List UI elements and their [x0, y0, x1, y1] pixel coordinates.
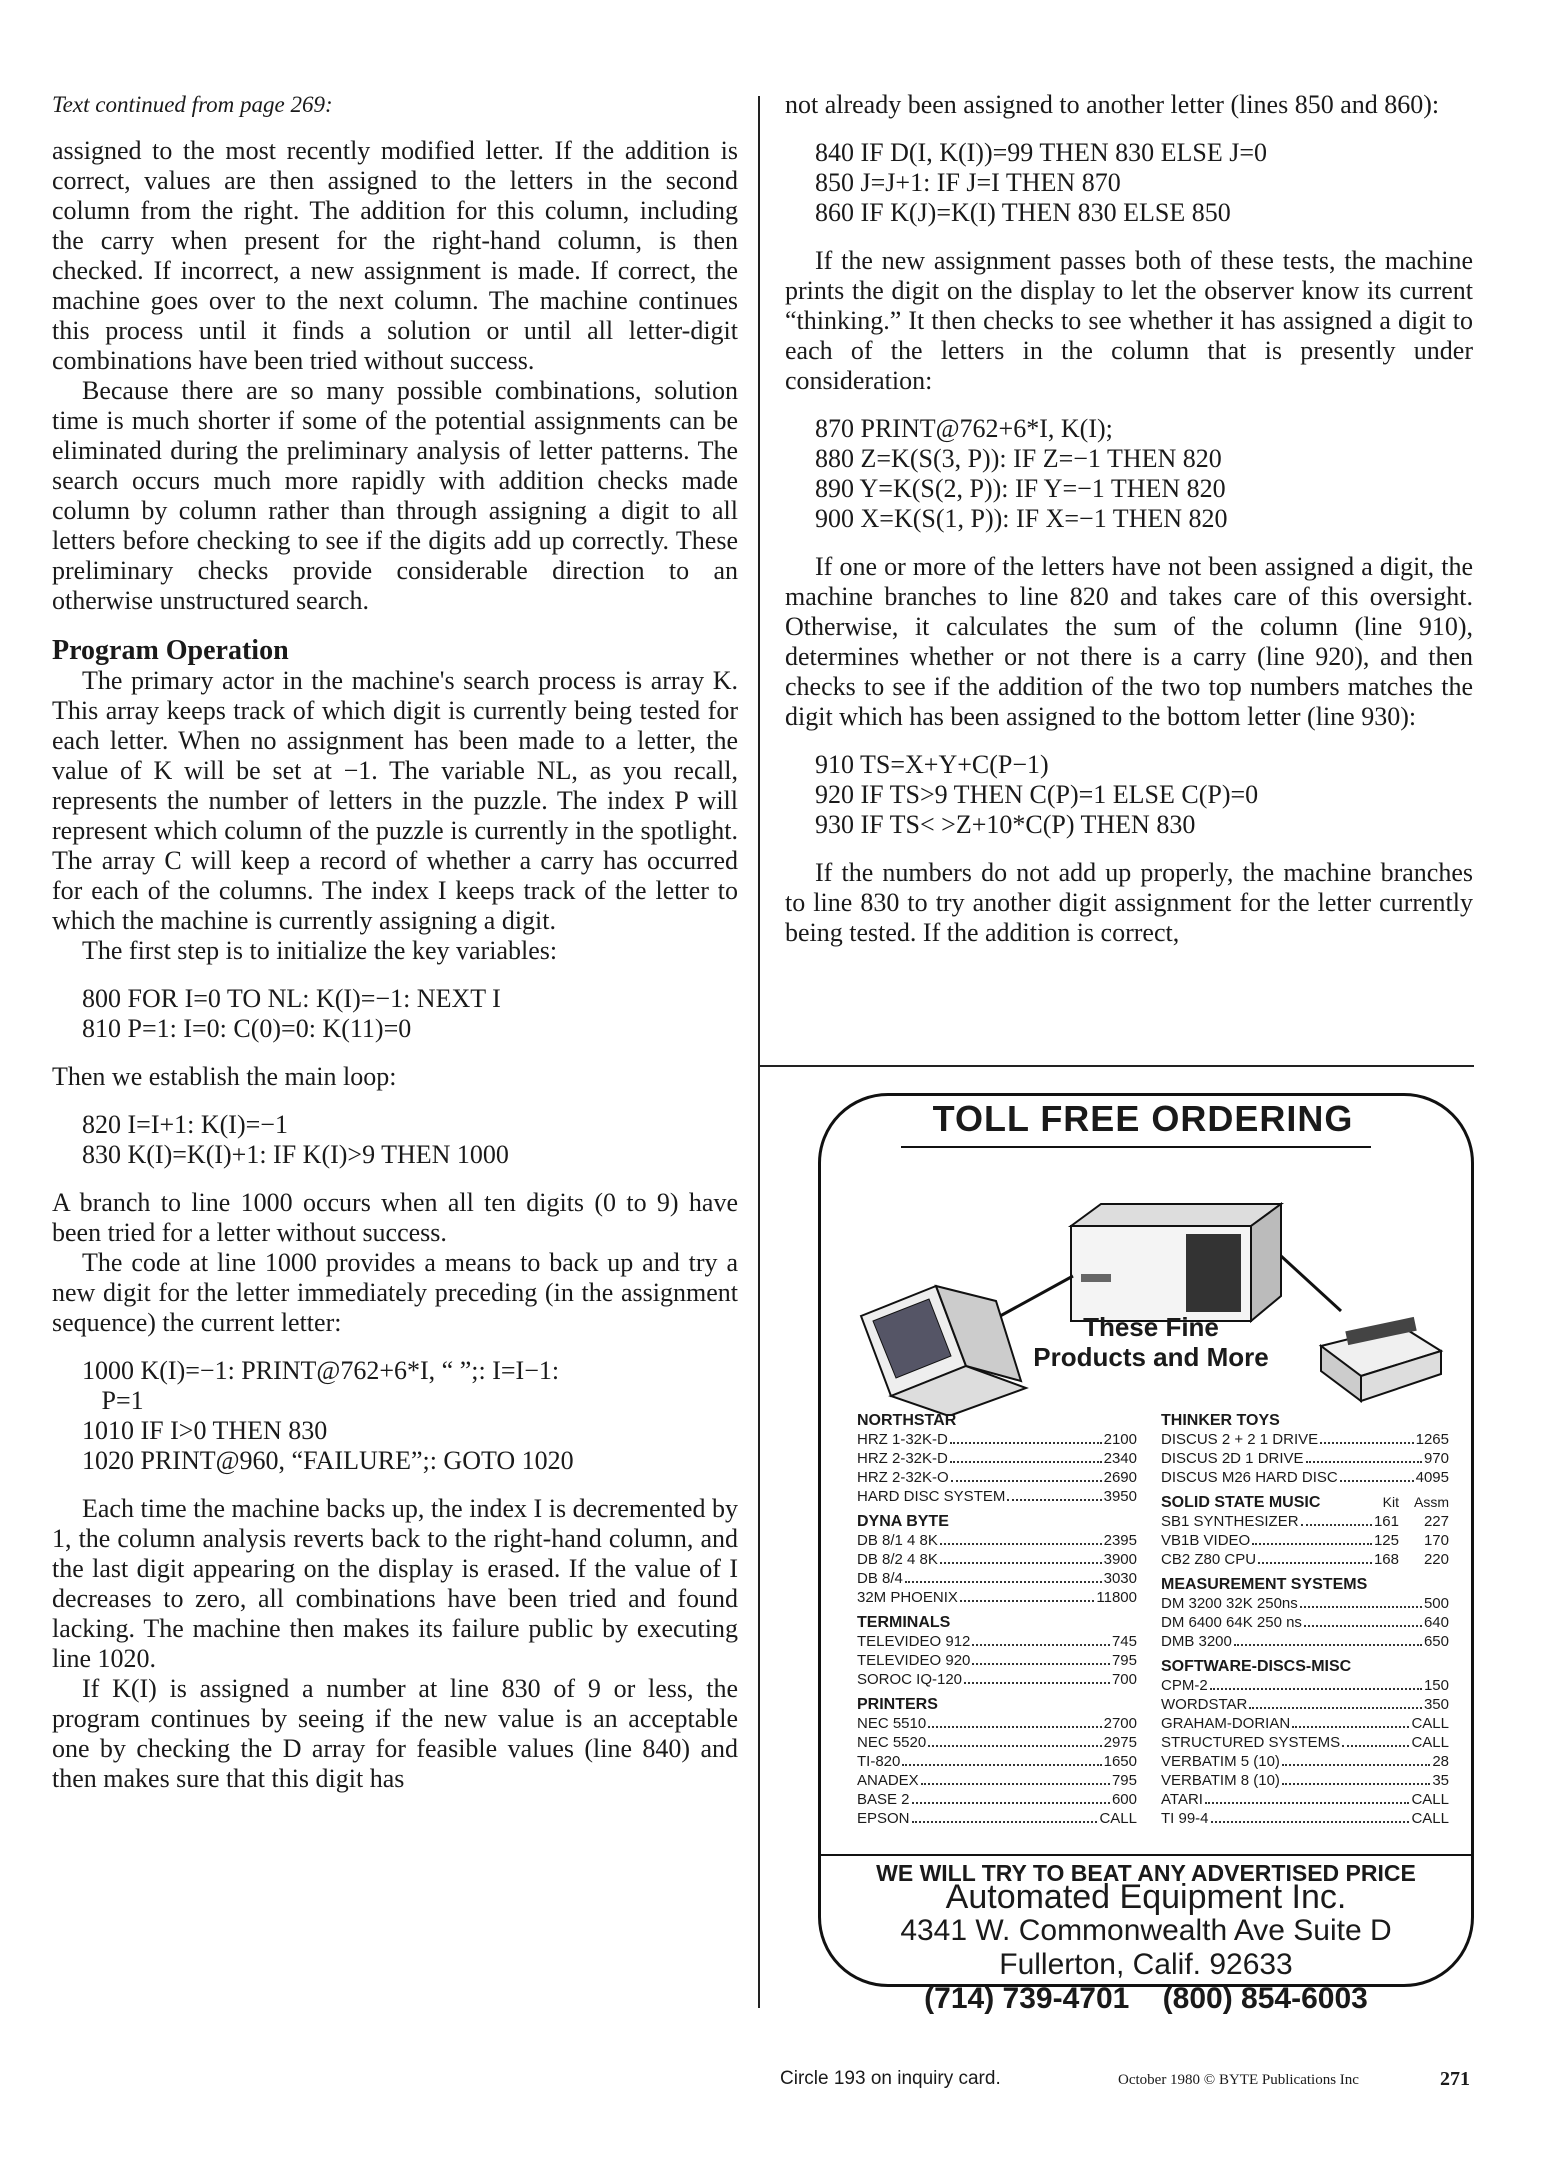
price-row	[857, 1487, 1137, 1506]
code-line: 820 I=I+1: K(I)=−1	[82, 1110, 288, 1139]
price-row	[1161, 1733, 1449, 1752]
item-name: DB 8/4	[857, 1570, 903, 1587]
item-name: 32M PHOENIX	[857, 1589, 958, 1606]
category-name: SOLID STATE MUSIC	[1161, 1494, 1321, 1511]
item-price: 28	[1432, 1753, 1449, 1770]
price-row	[857, 1468, 1137, 1487]
code-line: 840 IF D(I, K(I))=99 THEN 830 ELSE J=0	[815, 138, 1268, 167]
item-price: 795	[1111, 1772, 1137, 1789]
price-row	[1161, 1594, 1449, 1613]
paragraph: assigned to the most recently modified letter. If the addition is correct, values are then assigned to the letters in the second column from the right. The addition for this column, including the carry when present for the right-hand column, is then checked. If incorrect, a new assignment is made. If correct, the machine goes over to the next column. The machine continues this process until it finds a solution or until all letter-digit combinations have been tried without success.	[52, 136, 738, 375]
paragraph: A branch to line 1000 occurs when all ten digits (0 to 9) have been tried for a letter without success.	[52, 1188, 738, 1247]
price-row	[857, 1449, 1137, 1468]
price-row	[857, 1569, 1137, 1588]
item-name: ANADEX	[857, 1772, 919, 1789]
item-name: GRAHAM-DORIAN	[1161, 1715, 1291, 1732]
assm-price: 220	[1423, 1551, 1449, 1568]
kit-price: 161	[1373, 1513, 1399, 1530]
price-row	[1161, 1632, 1449, 1651]
item-price: 500	[1423, 1595, 1449, 1612]
item-name: DMB 3200	[1161, 1633, 1232, 1650]
code-line: 860 IF K(J)=K(I) THEN 830 ELSE 850	[815, 198, 1231, 227]
ad-subtitle-line: Products and More	[1033, 1342, 1269, 1372]
item-price: 35	[1432, 1772, 1449, 1789]
code-line: P=1	[82, 1386, 144, 1415]
item-name: ATARI	[1161, 1791, 1203, 1808]
item-name: DISCUS 2 + 2 1 DRIVE	[1161, 1431, 1319, 1448]
item-name: TI-820	[857, 1753, 901, 1770]
price-row	[1161, 1714, 1449, 1733]
price-row	[857, 1670, 1137, 1689]
code-line: 830 K(I)=K(I)+1: IF K(I)>9 THEN 1000	[82, 1140, 509, 1169]
price-row	[857, 1588, 1137, 1607]
item-name: TI 99-4	[1161, 1810, 1209, 1827]
paragraph: If the new assignment passes both of these tests, the machine prints the digit on the display to let the observer know its current “thinking.” It then checks to see whether it has assigned a digit to each of the letters in the column that is presently under consideration:	[785, 246, 1473, 395]
price-row	[1161, 1613, 1449, 1632]
item-price: 2975	[1103, 1734, 1137, 1751]
item-price: 4095	[1415, 1469, 1449, 1486]
category-heading: MEASUREMENT SYSTEMS	[1161, 1576, 1368, 1593]
ad-slogan: WE WILL TRY TO BEAT ANY ADVERTISED PRICE	[821, 1854, 1471, 1887]
item-name: STRUCTURED SYSTEMS	[1161, 1734, 1341, 1751]
price-list-left	[857, 1411, 1137, 1828]
kit-price: 168	[1373, 1551, 1399, 1568]
item-name: NEC 5520	[857, 1734, 927, 1751]
paragraph: Because there are so many possible combinations, solution time is much shorter if some of the potential assignments can be eliminated during the preliminary analysis of letter patterns. The search occurs much more rapidly with addition checks made column by column rather than through assigning a digit to all letters before checking to see if the digits add up correctly. These preliminary checks provide considerable direction to an otherwise unstructured search.	[52, 376, 738, 615]
company-name: Automated Equipment Inc.	[945, 1878, 1347, 1916]
paragraph: If the numbers do not add up properly, the machine branches to line 830 to try another digit assignment for the letter currently being tested. If the addition is correct,	[785, 858, 1473, 947]
category-heading: PRINTERS	[857, 1696, 938, 1713]
section-heading: Program Operation	[52, 635, 289, 666]
code-line: 870 PRINT@762+6*I, K(I);	[815, 414, 1113, 443]
price-row	[1161, 1790, 1449, 1809]
item-name: WORDSTAR	[1161, 1696, 1248, 1713]
paragraph: not already been assigned to another letter (lines 850 and 860):	[785, 90, 1440, 119]
price-row	[857, 1651, 1137, 1670]
price-row	[1161, 1771, 1449, 1790]
price-row	[1161, 1695, 1449, 1714]
item-price: 150	[1423, 1677, 1449, 1694]
item-price: 2100	[1103, 1431, 1137, 1448]
ad-subtitle	[991, 1312, 1311, 1372]
item-price: 970	[1423, 1450, 1449, 1467]
code-line: 1020 PRINT@960, “FAILURE”;: GOTO 1020	[82, 1446, 574, 1475]
left-column	[52, 90, 738, 1794]
code-line: 890 Y=K(S(2, P)): IF Y=−1 THEN 820	[815, 474, 1226, 503]
paragraph: If one or more of the letters have not been assigned a digit, the machine branches to line 820 and takes care of this oversight. Otherwise, it calculates the sum of the column (line 910), determines whether or not there is a carry (line 920), and then checks to see if the addition of the two top numbers matches the digit which has been assigned to the bottom letter (line 930):	[785, 552, 1473, 731]
code-block	[815, 750, 1473, 840]
category-heading	[1161, 1493, 1449, 1512]
item-price: 2395	[1103, 1532, 1137, 1549]
item-price: 795	[1111, 1652, 1137, 1669]
item-name: DISCUS M26 HARD DISC	[1161, 1469, 1338, 1486]
right-column	[785, 90, 1473, 948]
category-heading: NORTHSTAR	[857, 1412, 957, 1429]
paragraph: The primary actor in the machine's search process is array K. This array keeps track of which digit is currently being tested for each letter. When no assignment has been made to a letter, the value of K will be set at −1. The variable NL, as you recall, represents the number of letters in the puzzle. The index P will represent which column of the puzzle is currently in the spotlight. The array C will keep a record of whether a carry has occurred for each of the columns. The index I keeps track of the letter to which the machine is currently assigning a digit.	[52, 666, 738, 935]
code-line: 920 IF TS>9 THEN C(P)=1 ELSE C(P)=0	[815, 780, 1259, 809]
item-name: DB 8/1 4 8K	[857, 1532, 938, 1549]
paragraph: If K(I) is assigned a number at line 830 of 9 or less, the program continues by seeing if the new value is an acceptable one by checking the D array for feasible values (line 840) and then makes sure that this digit has	[52, 1674, 738, 1793]
item-price: CALL	[1411, 1810, 1449, 1827]
price-row	[1161, 1531, 1449, 1550]
price-row	[857, 1531, 1137, 1550]
category-heading: THINKER TOYS	[1161, 1412, 1280, 1429]
code-line: 810 P=1: I=0: C(0)=0: K(11)=0	[82, 1014, 412, 1043]
item-name: BASE 2	[857, 1791, 910, 1808]
company-city: Fullerton, Calif. 92633	[999, 1948, 1293, 1981]
paragraph: Then we establish the main loop:	[52, 1062, 397, 1091]
category-heading: DYNA BYTE	[857, 1513, 949, 1530]
item-price: 1265	[1415, 1431, 1449, 1448]
price-row	[857, 1430, 1137, 1449]
code-line: 1000 K(I)=−1: PRINT@762+6*I, “ ”;: I=I−1:	[82, 1356, 560, 1385]
item-name: EPSON	[857, 1810, 910, 1827]
page-number: 271	[1440, 2068, 1470, 2090]
price-row	[1161, 1449, 1449, 1468]
item-name: NEC 5510	[857, 1715, 927, 1732]
price-row	[1161, 1676, 1449, 1695]
paragraph: The first step is to initialize the key variables:	[82, 936, 558, 965]
assm-price: 227	[1423, 1513, 1449, 1530]
price-row	[1161, 1752, 1449, 1771]
item-name: HRZ 2-32K-O	[857, 1469, 949, 1486]
code-block	[82, 984, 738, 1044]
computer-cabinet-icon	[1071, 1204, 1281, 1321]
item-name: VERBATIM 8 (10)	[1161, 1772, 1280, 1789]
code-block	[82, 1356, 738, 1476]
item-name: CB2 Z80 CPU	[1161, 1551, 1257, 1568]
code-line: 880 Z=K(S(3, P)): IF Z=−1 THEN 820	[815, 444, 1222, 473]
item-price: 2700	[1103, 1715, 1137, 1732]
item-price: 745	[1111, 1633, 1137, 1650]
item-name: SOROC IQ-120	[857, 1671, 963, 1688]
ad-title: TOLL FREE ORDERING	[932, 1098, 1354, 1139]
code-line: 900 X=K(S(1, P)): IF X=−1 THEN 820	[815, 504, 1228, 533]
item-price: CALL	[1099, 1810, 1137, 1827]
code-line: 910 TS=X+Y+C(P−1)	[815, 750, 1049, 779]
kit-price: 125	[1373, 1532, 1399, 1549]
item-price: 3900	[1103, 1551, 1137, 1568]
kit-column-label: Kit	[1382, 1494, 1399, 1510]
column-divider	[758, 96, 760, 2008]
code-block	[815, 414, 1473, 534]
price-row	[857, 1771, 1137, 1790]
item-price: CALL	[1411, 1791, 1449, 1808]
code-line: 1010 IF I>0 THEN 830	[82, 1416, 328, 1445]
category-heading: SOFTWARE-DISCS-MISC	[1161, 1658, 1352, 1675]
price-row	[857, 1752, 1137, 1771]
item-name: DISCUS 2D 1 DRIVE	[1161, 1450, 1304, 1467]
item-name: HRZ 2-32K-D	[857, 1450, 948, 1467]
price-row	[857, 1714, 1137, 1733]
item-name: CPM-2	[1161, 1677, 1208, 1694]
ad-contact	[818, 1880, 1474, 2016]
price-row	[857, 1809, 1137, 1828]
horizontal-rule	[758, 1065, 1474, 1067]
item-price: 350	[1423, 1696, 1449, 1713]
item-name: HRZ 1-32K-D	[857, 1431, 948, 1448]
code-line: 850 J=J+1: IF J=I THEN 870	[815, 168, 1121, 197]
item-price: 600	[1111, 1791, 1137, 1808]
assm-price: 170	[1423, 1532, 1449, 1549]
item-price: 2340	[1103, 1450, 1137, 1467]
price-row	[1161, 1809, 1449, 1828]
price-row	[1161, 1550, 1449, 1569]
item-name: SB1 SYNTHESIZER	[1161, 1513, 1299, 1530]
item-name: DM 6400 64K 250 ns	[1161, 1614, 1302, 1631]
price-row	[857, 1733, 1137, 1752]
continued-note: Text continued from page 269:	[52, 92, 333, 117]
item-price: 640	[1423, 1614, 1449, 1631]
ad-title-underline	[901, 1146, 1371, 1148]
advertisement	[818, 1093, 1474, 1987]
item-price: 3030	[1103, 1570, 1137, 1587]
company-phones	[818, 1982, 1474, 2016]
item-price: 1650	[1103, 1753, 1137, 1770]
category-heading: TERMINALS	[857, 1614, 951, 1631]
phone-toll-free: (800) 854-6003	[1162, 1982, 1368, 2015]
item-name: VERBATIM 5 (10)	[1161, 1753, 1280, 1770]
item-name: HARD DISC SYSTEM	[857, 1488, 1006, 1505]
code-line: 930 IF TS< >Z+10*C(P) THEN 830	[815, 810, 1196, 839]
assm-column-label: Assm	[1414, 1494, 1449, 1510]
item-price: 2690	[1103, 1469, 1137, 1486]
computer-equipment-illustration	[841, 1166, 1451, 1416]
ad-subtitle-line: These Fine	[1083, 1312, 1219, 1342]
phone-local: (714) 739-4701	[924, 1982, 1130, 2015]
item-name: TELEVIDEO 912	[857, 1633, 971, 1650]
company-address: 4341 W. Commonwealth Ave Suite D	[900, 1914, 1392, 1947]
paragraph: Each time the machine backs up, the index I is decremented by 1, the column analysis reverts back to the right-hand column, and the last digit appearing on the display is erased. If the value of I decreases to zero, all combinations have been tried and found lacking. The machine then makes its failure public by executing line 1020.	[52, 1494, 738, 1673]
publication-credit: October 1980 © BYTE Publications Inc	[1118, 2072, 1359, 2088]
price-row	[857, 1550, 1137, 1569]
code-line: 800 FOR I=0 TO NL: K(I)=−1: NEXT I	[82, 984, 501, 1013]
price-row	[1161, 1430, 1449, 1449]
item-price: 650	[1423, 1633, 1449, 1650]
item-name: DM 3200 32K 250ns	[1161, 1595, 1298, 1612]
price-row	[857, 1790, 1137, 1809]
price-list-right	[1161, 1411, 1449, 1828]
price-row	[1161, 1468, 1449, 1487]
item-price: CALL	[1411, 1715, 1449, 1732]
item-price: CALL	[1411, 1734, 1449, 1751]
inquiry-note: Circle 193 on inquiry card.	[780, 2068, 1001, 2089]
paragraph: The code at line 1000 provides a means to back up and try a new digit for the letter immediately preceding (in the assignment sequence) the current letter:	[52, 1248, 738, 1337]
item-name: DB 8/2 4 8K	[857, 1551, 938, 1568]
item-name: VB1B VIDEO	[1161, 1532, 1251, 1549]
item-price: 11800	[1096, 1589, 1137, 1606]
item-name: TELEVIDEO 920	[857, 1652, 971, 1669]
code-block	[82, 1110, 738, 1170]
item-price: 3950	[1103, 1488, 1137, 1505]
item-price: 700	[1111, 1671, 1137, 1688]
price-row	[1161, 1512, 1449, 1531]
code-block	[815, 138, 1473, 228]
price-row	[857, 1632, 1137, 1651]
